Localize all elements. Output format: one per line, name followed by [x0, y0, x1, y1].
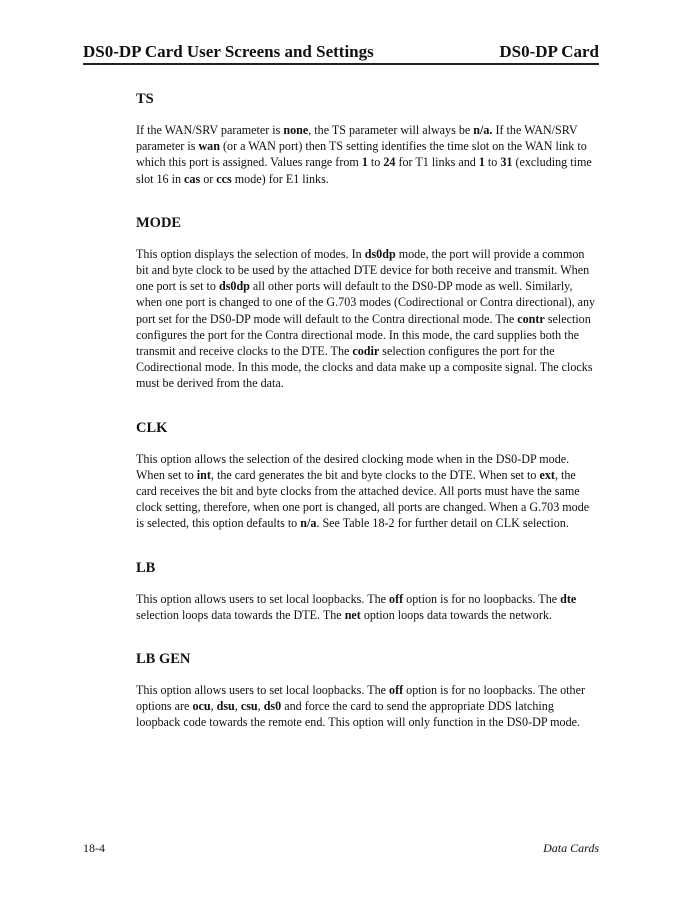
bold-term: 1	[361, 155, 368, 170]
body-text: This option allows users to set local loopbacks. The	[136, 683, 390, 698]
body-text: selection configures the port for the Codirectional mode. In this mode, the clocks and data make up a composite signal. The clocks must be derived from the data.	[136, 344, 593, 391]
body-text: mode) for E1 links.	[231, 171, 329, 186]
body-text: ,	[210, 699, 217, 714]
body-text: selection loops data towards the DTE. The	[136, 607, 345, 622]
bold-term: ccs	[216, 171, 232, 186]
bold-term: ds0dp	[218, 279, 250, 294]
bold-term: ds0	[263, 699, 282, 714]
body-text: and force the card to send the appropriate DDS latching loopback code towards the remote end. This option will only function in the DS0-DP mode.	[136, 699, 581, 730]
section-clk	[136, 419, 599, 532]
body-text: (excluding time slot 16 in	[136, 155, 592, 186]
body-text: If the WAN/SRV parameter is	[136, 123, 284, 137]
bold-term: int	[196, 467, 211, 482]
page-content	[136, 90, 599, 731]
header-divider	[83, 63, 599, 65]
body-text: , the card receives the bit and byte clocks from the attached device. All ports must have the same clock setting, therefore, when one port is changed, all ports are changed. When a G.703 mode is selected, this option defaults to	[136, 467, 590, 531]
header-left-title: DS0-DP Card User Screens and Settings	[83, 42, 374, 61]
body-text: This option displays the selection of modes. In	[136, 246, 365, 261]
header-right-title: DS0-DP Card	[499, 42, 599, 61]
body-text: , the card generates the bit and byte clocks to the DTE. When set to	[210, 467, 540, 482]
bold-term: 31	[500, 155, 513, 170]
bold-term: off	[389, 591, 404, 606]
body-text: or	[200, 171, 217, 186]
section-heading: MODE	[136, 214, 182, 231]
bold-term: n/a	[300, 516, 317, 531]
body-text: . See Table 18-2 for further detail on CLK selection.	[316, 516, 569, 531]
section-heading: TS	[136, 91, 154, 107]
section-body	[136, 591, 599, 623]
body-text: option is for no loopbacks. The other options are	[136, 683, 585, 714]
bold-term: codir	[352, 344, 380, 359]
bold-term: dsu	[216, 699, 235, 714]
section-body	[136, 122, 599, 187]
body-text: to	[367, 155, 384, 170]
bold-term: cas	[184, 171, 201, 186]
bold-term: none	[283, 123, 309, 137]
section-heading: LB GEN	[136, 651, 191, 668]
body-text: mode, the port will provide a common bit and byte clock to be used by the attached DTE device for both receive and transmit. When one port is set to	[136, 246, 590, 294]
section-ts	[136, 90, 599, 187]
body-text: ,	[257, 699, 264, 714]
bold-term: wan	[198, 139, 220, 154]
bold-term: dte	[560, 591, 577, 606]
bold-term: 24	[383, 155, 396, 170]
page-footer	[83, 841, 599, 856]
body-text: ,	[234, 699, 241, 714]
section-lb-gen	[136, 650, 599, 731]
body-text: (or a WAN port) then TS setting identifies the time slot on the WAN link to which this port is assigned. Values range from	[136, 139, 587, 170]
bold-term: ds0dp	[364, 246, 396, 261]
body-text: for T1 links and	[395, 155, 479, 170]
section-body	[136, 246, 599, 392]
bold-term: off	[389, 683, 404, 698]
body-text: to	[484, 155, 501, 170]
body-text: selection configures the port for the Contra directional mode. In this mode, the card supplies both the transmit and receive clocks to the DTE. The	[136, 311, 591, 359]
bold-term: 1	[478, 155, 485, 170]
bold-term: csu	[240, 699, 258, 714]
section-heading: LB	[136, 559, 156, 576]
section-lb	[136, 559, 599, 623]
bold-term: contr	[517, 311, 545, 326]
section-body	[136, 451, 599, 532]
body-text: This option allows users to set local loopbacks. The	[136, 591, 390, 606]
section-heading: CLK	[136, 419, 168, 436]
bold-term: n/a.	[473, 123, 493, 137]
page-header	[83, 38, 599, 62]
body-text: option is for no loopbacks. The	[403, 591, 561, 606]
section-mode	[136, 214, 599, 392]
page-number: 18-4	[83, 841, 105, 855]
footer-doc-title: Data Cards	[543, 841, 599, 855]
body-text: If the WAN/SRV parameter is	[136, 123, 578, 154]
body-text: all other ports will default to the DS0-DP mode as well. Similarly, when one port is changed to one of the G.703 modes (Codirectional or Contra directional), any port set for the DS0-DP mode will default to the Contra directional mode. The	[136, 279, 596, 326]
body-text: This option allows the selection of the desired clocking mode when in the DS0-DP mode. When set to	[136, 451, 570, 482]
bold-term: net	[344, 607, 361, 622]
body-text: option loops data towards the network.	[360, 607, 552, 622]
section-body	[136, 682, 599, 731]
bold-term: ocu	[192, 699, 211, 714]
bold-term: ext	[539, 467, 555, 482]
body-text: , the TS parameter will always be	[308, 123, 474, 137]
